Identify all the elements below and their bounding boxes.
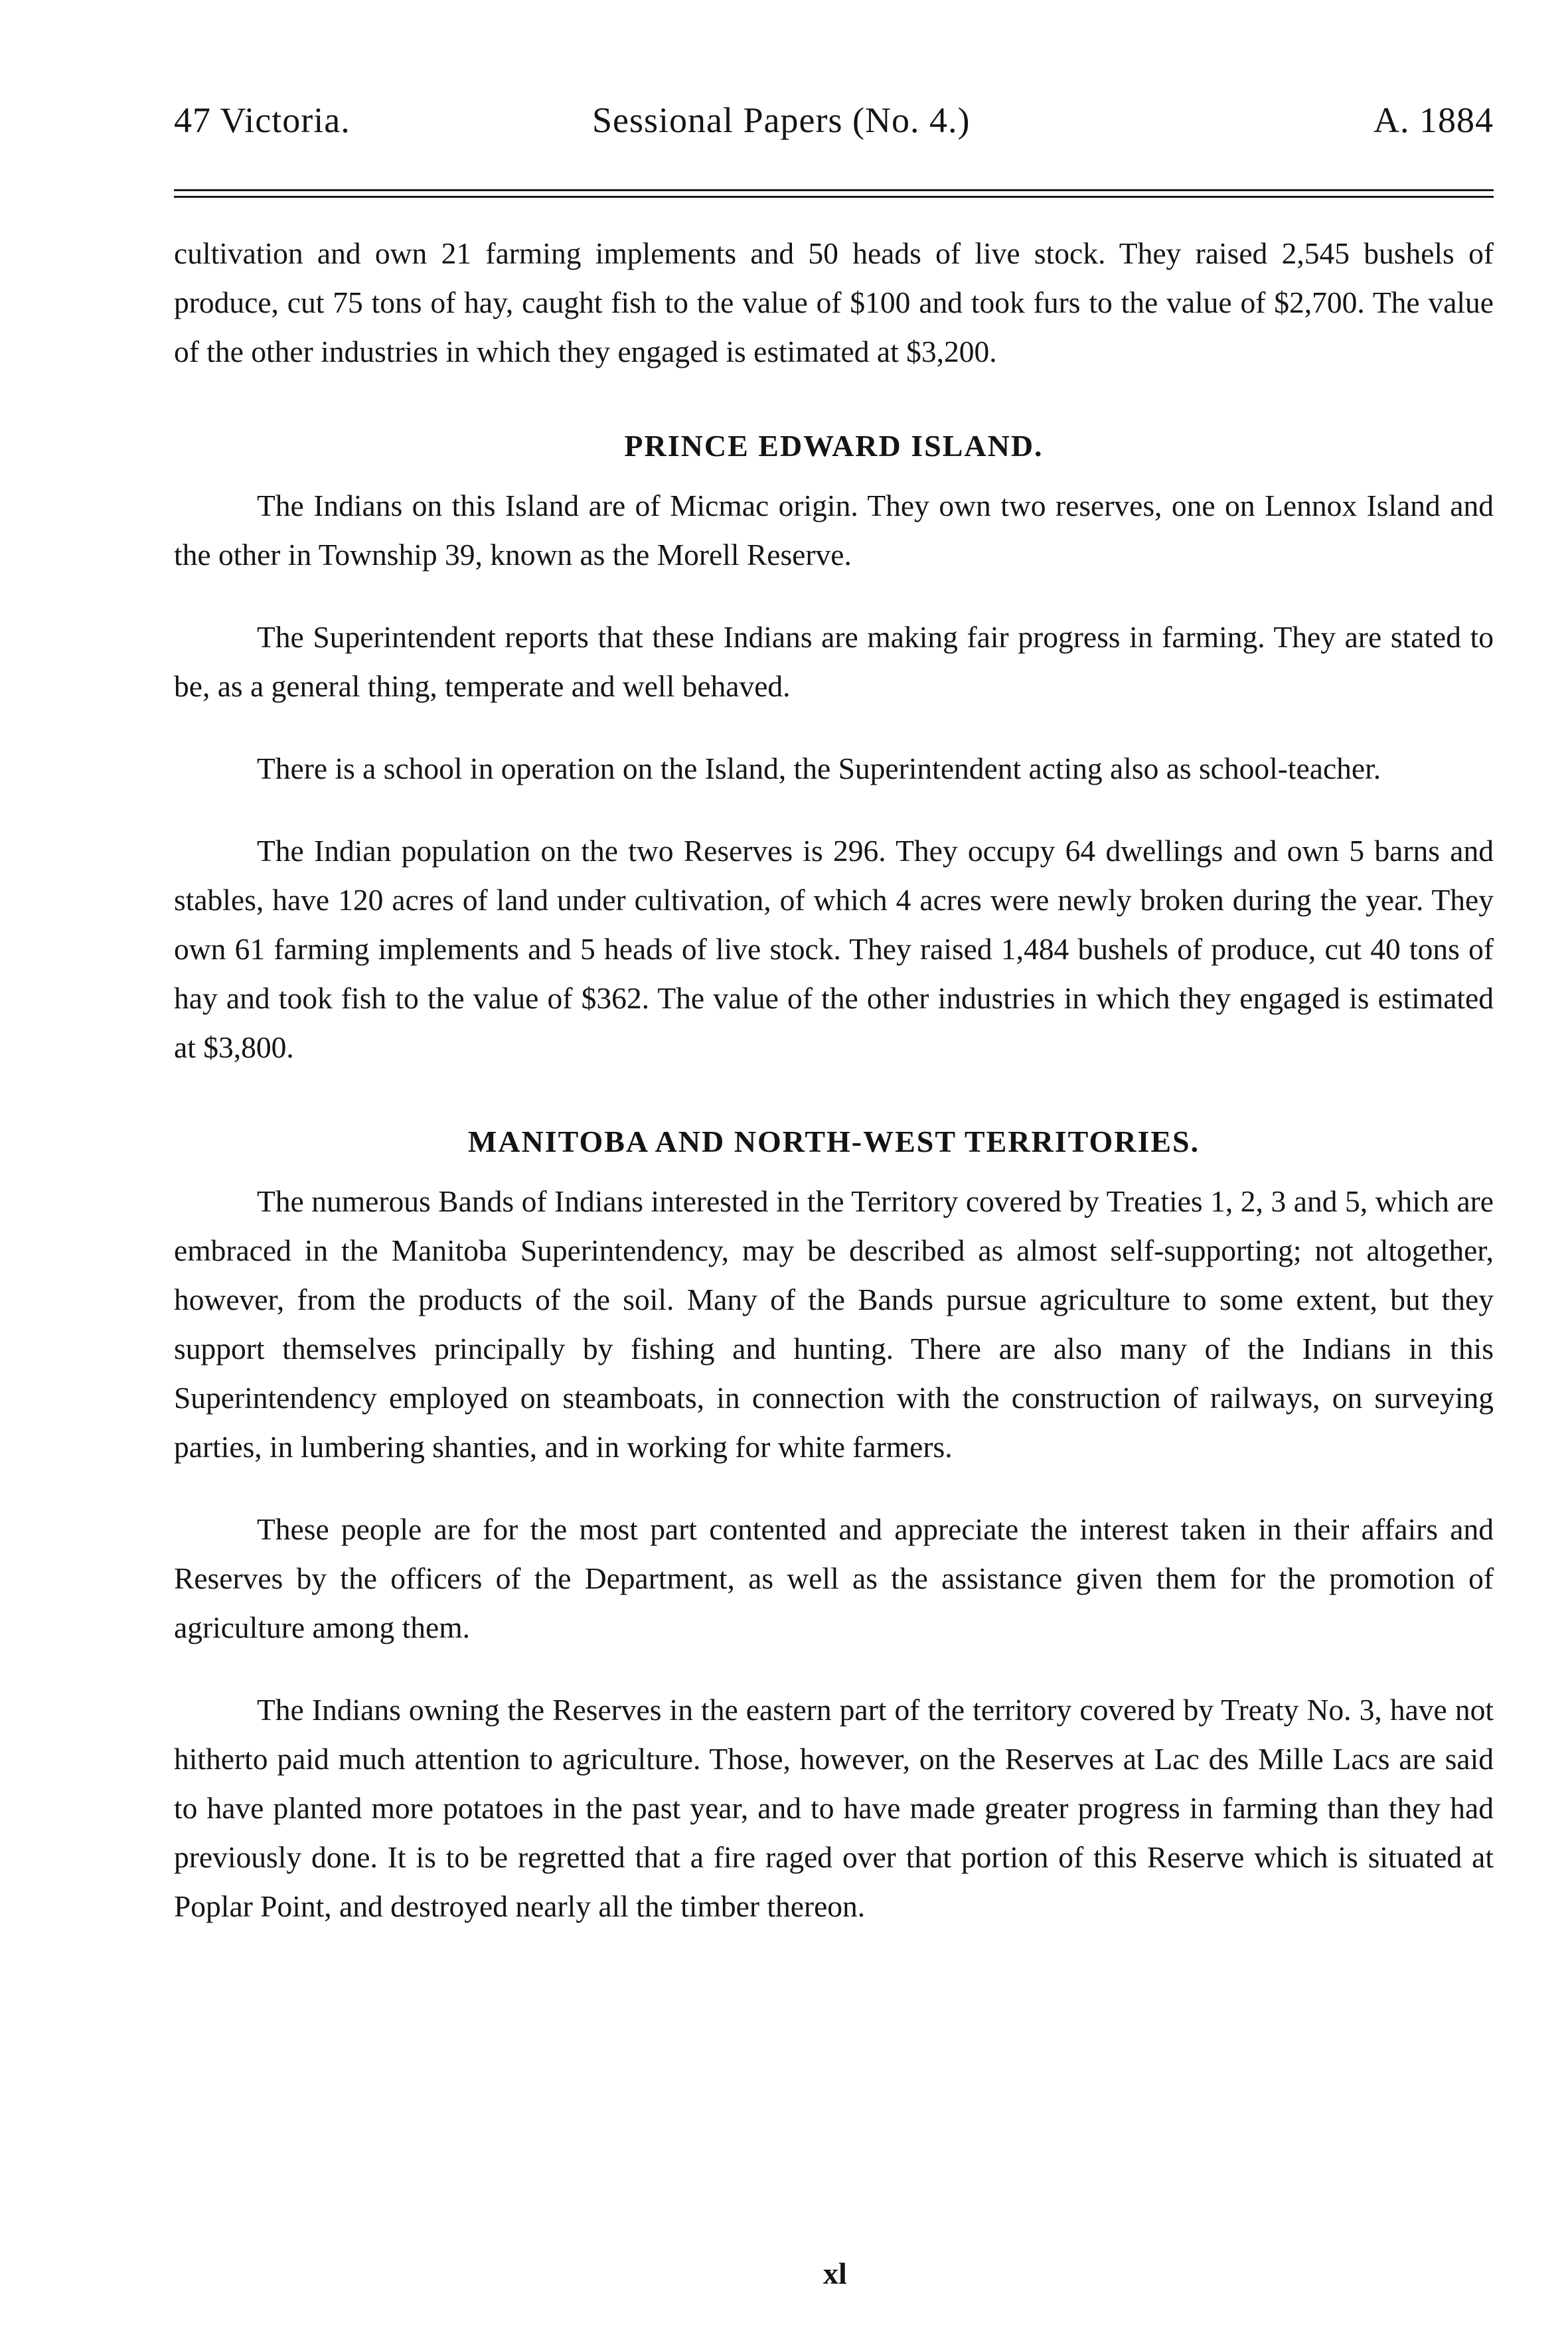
section-heading-prince-edward-island: PRINCE EDWARD ISLAND.: [624, 429, 1044, 463]
page-number: xl: [823, 2256, 847, 2290]
paragraph-superintendent-report: The Superintendent reports that these Indians are making fair progress in farming. They are stated to be, as a general thing, temperate and well behaved.: [174, 620, 1494, 703]
body-text: [174, 229, 1494, 1931]
paragraph-continued: cultivation and own 21 farming implements and 50 heads of live stock. They raised 2,545 bushels of produce, cut 75 tons of hay, caught fish to the value of $100 and took furs to the value of $2,700. The value of the other industries in which they engaged is estimated at $3,200.: [174, 236, 1494, 368]
paragraph-school: There is a school in operation on the Island, the Superintendent acting also as school-teacher.: [257, 751, 1381, 785]
header-title: Sessional Papers (No. 4.): [592, 100, 971, 140]
paragraph-treaty-3: The Indians owning the Reserves in the eastern part of the territory covered by Treaty No. 3, have not hitherto paid much attention to agriculture. Those, however, on the Reserves at Lac des Mille Lacs are said to have planted more potatoes in the past year, and to have made greater progress in farming than they had previously done. It is to be regretted that a fire raged over that portion of this Reserve which is situated at Poplar Point, and destroyed nearly all the timber thereon.: [174, 1693, 1494, 1923]
running-header: [174, 100, 1494, 153]
paragraph-contented: These people are for the most part contented and appreciate the interest taken in their affairs and Reserves by the officers of the Department, as well as the assistance given them for the promotion of agriculture among them.: [174, 1512, 1494, 1644]
paragraph-population: The Indian population on the two Reserves is 296. They occupy 64 dwellings and own 5 barns and stables, have 120 acres of land under cultivation, of which 4 acres were newly broken during the year. They own 61 farming implements and 5 heads of live stock. They raised 1,484 bushels of produce, cut 40 tons of hay and took fish to the value of $362. The value of the other industries in which they engaged is estimated at $3,800.: [174, 834, 1494, 1064]
header-rule-top: [174, 189, 1494, 191]
header-year: A. 1884: [1373, 100, 1494, 140]
paragraph-micmac-origin: The Indians on this Island are of Micmac origin. They own two reserves, one on Lennox Island and the other in Township 39, known as the Morell Reserve.: [174, 489, 1494, 572]
paragraph-bands: The numerous Bands of Indians interested in the Territory covered by Treaties 1, 2, 3 and 5, which are embraced in the Manitoba Superintendency, may be described as almost self-supporting; not altogether, however, from the products of the soil. Many of the Bands pursue agriculture to some extent, but they support themselves principally by fishing and hunting. There are also many of the Indians in this Superintendency employed on steamboats, in connection with the construction of railways, on surveying parties, in lumbering shanties, and in working for white farmers.: [174, 1184, 1494, 1464]
section-heading-manitoba: MANITOBA AND NORTH-WEST TERRITORIES.: [467, 1125, 1200, 1158]
header-volume: 47 Victoria.: [174, 100, 351, 140]
header-rule-bottom: [174, 196, 1494, 198]
